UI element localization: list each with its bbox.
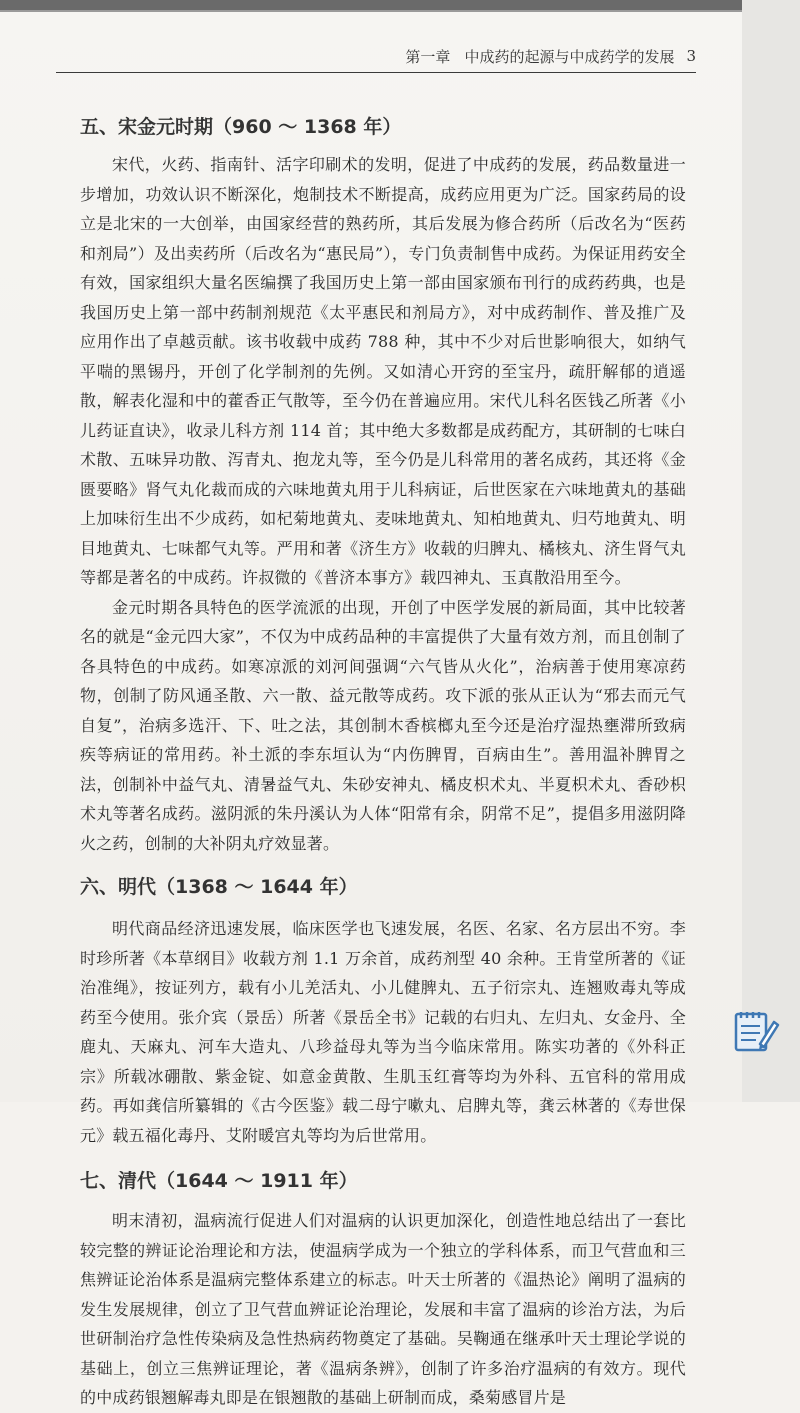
paragraph: 明代商品经济迅速发展，临床医学也飞速发展，名医、名家、名方层出不穷。李时珍所著《本草纲目》收载方剂 1.1 万余首，成药剂型 40 余种。王肯堂所著的《证治准绳》，按证列方，载有小儿羌活丸、小儿健脾丸、五子衍宗丸、连翘败毒丸等成药至今使用。张介宾（景岳）所著《景岳全书》记载的右归丸、左归丸、女金丹、全鹿丸、天麻丸、河车大造丸、八珍益母丸等为当今临床常用。陈实功著的《外科正宗》所载冰硼散、紫金锭、如意金黄散、生肌玉红膏等均为外科、五官科的常用成药。再如龚信所纂辑的《古今医鉴》载二母宁嗽丸、启脾丸等，龚云林著的《寿世保元》载五福化毒丹、艾附暖宫丸等均为后世常用。 [80,919,686,1145]
section-heading: 五、宋金元时期（960 ～ 1368 年） [80,116,402,138]
page-edge-stripe [742,0,800,1102]
page-number: 3 [686,47,696,65]
paragraph: 金元时期各具特色的医学流派的出现，开创了中医学发展的新局面，其中比较著名的就是“金元四大家”，不仅为中成药品种的丰富提供了大量有效方剂，而且创制了各具特色的中成药。如寒凉派的刘河间强调“六气皆从火化”，治病善于使用寒凉药物，创制了防风通圣散、六一散、益元散等成药。攻下派的张从正认为“邪去而元气自复”，治病多选汗、下、吐之法，其创制木香槟榔丸至今还是治疗湿热壅滞所致病疾等病证的常用药。补土派的李东垣认为“内伤脾胃，百病由生”。善用温补脾胃之法，创制补中益气丸、清暑益气丸、朱砂安神丸、橘皮枳术丸、半夏枳术丸、香砂枳术丸等著名成药。滋阴派的朱丹溪认为人体“阳常有余，阴常不足”，提倡多用滋阴降火之药，创制的大补阴丸疗效显著。 [80,597,686,853]
header-title: 中成药的起源与中成药学的发展 [464,47,675,66]
section-heading: 六、明代（1368 ～ 1644 年） [80,876,358,898]
section-heading: 七、清代（1644 ～ 1911 年） [80,1170,358,1192]
header-rule [56,72,696,73]
top-rule [0,0,742,10]
top-edge [0,10,742,12]
paragraph: 宋代，火药、指南针、活字印刷术的发明，促进了中成药的发展，药品数量进一步增加，功效认识不断深化，炮制技术不断提高，成药应用更为广泛。国家药局的设立是北宋的一大创举，由国家经营的熟药所，其后发展为修合药所（后改名为“医药和剂局”）及出卖药所（后改名为“惠民局”），专门负责制售中成药。为保证用药安全有效，国家组织大量名医编撰了我国历史上第一部由国家颁布刊行的成药药典，也是我国历史上第一部中药制剂规范《太平惠民和剂局方》，对中成药制作、普及推广及应用作出了卓越贡献。该书收载中成药 788 种，其中不少对后世影响很大，如纳气平喘的黑锡丹，开创了化学制剂的先例。又如清心开窍的至宝丹，疏肝解郁的逍遥散，解表化湿和中的藿香正气散等，至今仍在普遍应用。宋代儿科名医钱乙所著《小儿药证直诀》，收录儿科方剂 114 首；其中绝大多数都是成药配方，其研制的七味白术散、五味异功散、泻青丸、抱龙丸等，至今仍是儿科常用的著名成药，其还将《金匮要略》肾气丸化裁而成的六味地黄丸用于儿科病证，后世医家在六味地黄丸的基础上加味衍生出不少成药，如杞菊地黄丸、麦味地黄丸、知柏地黄丸、归芍地黄丸、明目地黄丸、七味都气丸等。严用和著《济生方》收载的归脾丸、橘核丸、济生肾气丸等都是著名的中成药。许叔微的《普济本事方》载四神丸、玉真散沿用至今。 [80,155,686,587]
running-header [56,42,696,70]
notebook-pen-icon [730,1004,782,1056]
header-chapter: 第一章 [405,47,451,66]
paragraph: 明末清初，温病流行促进人们对温病的认识更加深化，创造性地总结出了一套比较完整的辨证论治理论和方法，使温病学成为一个独立的学科体系，而卫气营血和三焦辨证论治体系是温病完整体系建立的标志。叶天士所著的《温热论》阐明了温病的发生发展规律，创立了卫气营血辨证论治理论，发展和丰富了温病的诊治方法，为后世研制治疗急性传染病及急性热病药物奠定了基础。吴鞠通在继承叶天士理论学说的基础上，创立三焦辨证理论，著《温病条辨》，创制了许多治疗温病的有效方。现代的中成药银翘解毒丸即是在银翘散的基础上研制而成，桑菊感冒片是 [80,1211,686,1407]
body-text [80,112,686,1413]
